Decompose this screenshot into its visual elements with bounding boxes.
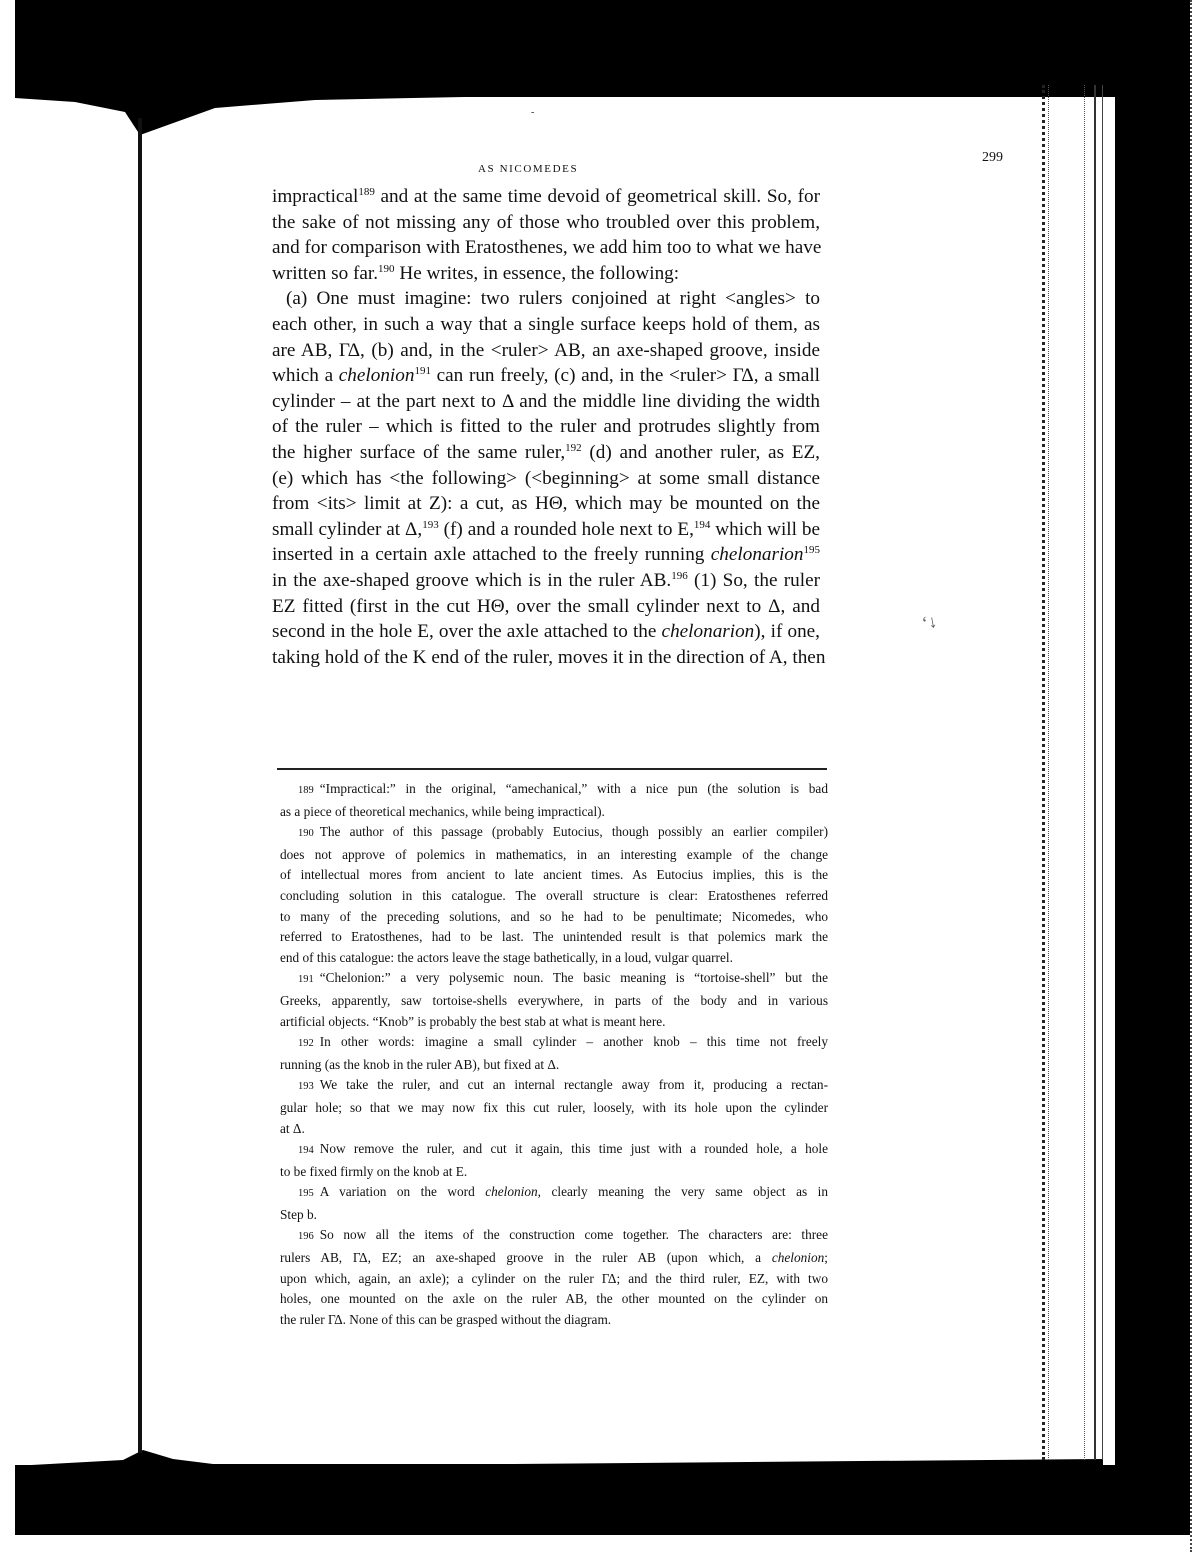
footnote-line	[280, 1225, 828, 1248]
text-line	[272, 491, 820, 517]
footnote-line	[280, 927, 828, 948]
footnote-line	[280, 1098, 828, 1119]
page-curve-top	[15, 80, 1095, 140]
text-line	[272, 414, 820, 440]
scan-border-left	[0, 0, 15, 1552]
text-line	[272, 184, 820, 210]
text-run: “Chelonion:” a very polysemic noun. The basic meaning is “tortoise-shell” but the	[319, 970, 828, 986]
footnote-line	[280, 1162, 828, 1183]
text-run: artificial objects. “Knob” is probably the best stab at what is meant here.	[280, 1013, 666, 1029]
text-line	[272, 286, 820, 312]
footnote-rule	[277, 768, 827, 770]
footnote-reference: 193	[422, 518, 439, 531]
text-run: ;	[824, 1250, 828, 1266]
text-run: In other words: imagine a small cylinder – another knob – this time not freely	[319, 1034, 828, 1050]
scan-edge-strip	[1190, 0, 1200, 1552]
footnote-line	[280, 865, 828, 886]
text-line	[272, 542, 820, 568]
footnote-line	[280, 779, 828, 802]
footnote-line	[280, 1182, 828, 1205]
footnote-line	[280, 1055, 828, 1076]
footnote-line	[280, 1289, 828, 1310]
text-run: (d) and another ruler, as EZ,	[581, 441, 820, 463]
page-curve-bottom	[13, 1445, 1103, 1485]
footnote-number: 195	[298, 1188, 314, 1200]
text-run: referred to Eratosthenes, had to be last. The unintended result is that polemics mark the	[280, 929, 828, 945]
footnote-reference: 190	[378, 262, 395, 275]
footnote-line	[280, 845, 828, 866]
footnote-195	[280, 1182, 828, 1225]
book-gutter	[138, 118, 142, 1453]
text-run: each other, in such a way that a single surface keeps hold of them, as	[272, 313, 820, 335]
text-run: He writes, in essence, the following:	[394, 262, 680, 284]
footnote-line	[280, 1012, 828, 1033]
italic-term: chelonarion	[661, 621, 755, 643]
text-run: and at the same time devoid of geometrical skill. So, for	[374, 186, 820, 207]
text-line	[272, 235, 820, 261]
text-line	[272, 210, 820, 236]
scan-speck: ‐	[531, 107, 535, 118]
footnote-line	[280, 1248, 828, 1269]
text-line	[272, 389, 820, 415]
footnote-reference: 195	[803, 544, 820, 557]
footnote-191	[280, 968, 828, 1032]
text-line	[272, 338, 820, 364]
text-run: at Δ.	[280, 1120, 305, 1136]
footnote-line	[280, 1075, 828, 1098]
text-run: the sake of not missing any of those who troubled over this problem,	[272, 211, 820, 233]
text-run: (1) So, the ruler	[687, 569, 820, 591]
text-run: impractical	[272, 186, 359, 207]
text-line	[272, 594, 820, 620]
footnote-line	[280, 948, 828, 969]
footnote-194	[280, 1139, 828, 1182]
footnote-line	[280, 1139, 828, 1162]
text-run: running (as the knob in the ruler AB), but fixed at Δ.	[280, 1056, 560, 1072]
text-run: We take the ruler, and cut an internal rectangle away from it, producing a rectan-	[319, 1077, 828, 1093]
footnote-line	[280, 1032, 828, 1055]
text-run: EZ fitted (first in the cut HΘ, over the small cylinder next to Δ, and	[272, 595, 820, 617]
footnote-line	[280, 1269, 828, 1290]
main-body-text	[272, 184, 826, 670]
text-run: (f) and a rounded hole next to E,	[438, 518, 694, 540]
footnote-number: 191	[298, 974, 314, 986]
footnote-line	[280, 822, 828, 845]
footnote-number: 196	[298, 1231, 314, 1243]
text-line	[272, 645, 826, 671]
footnote-193	[280, 1075, 828, 1139]
text-run: (a) One must imagine: two rulers conjoined at right <angles> to	[286, 288, 820, 310]
footnote-192	[280, 1032, 828, 1075]
text-run: taking hold of the K end of the ruler, moves it in the direction of A, then	[272, 646, 826, 668]
footnote-reference: 196	[671, 569, 688, 582]
text-run: gular hole; so that we may now fix this cut ruler, loosely, with its hole upon the cylinder	[280, 1099, 828, 1115]
text-line	[272, 619, 820, 645]
text-run: and for comparison with Eratosthenes, we add him too to what we have	[272, 237, 822, 259]
footnotes	[280, 779, 828, 1330]
footnote-number: 189	[298, 785, 314, 796]
footnote-reference: 194	[693, 518, 711, 531]
footnote-reference: 189	[358, 186, 375, 198]
text-line	[272, 440, 820, 466]
text-run: Step b.	[280, 1206, 317, 1222]
footnote-number: 194	[298, 1145, 314, 1157]
text-run: can run freely, (c) and, in the <ruler> ΓΔ, a small	[430, 365, 820, 387]
text-run: which a	[272, 365, 339, 387]
text-run: Greeks, apparently, saw tortoise-shells everywhere, in parts of the body and in various	[280, 992, 828, 1008]
text-run: of intellectual mores from ancient to late ancient times. As Eutocius implies, this is the	[280, 867, 828, 883]
text-run: to many of the preceding solutions, and so he had to be penultimate; Nicomedes, who	[280, 908, 828, 924]
footnote-196	[280, 1225, 828, 1330]
footnote-reference: 192	[565, 441, 582, 454]
text-run: which will be	[710, 518, 820, 540]
footnote-number: 190	[298, 828, 314, 840]
text-run: inserted in a certain axle attached to the freely running	[272, 544, 711, 566]
text-run: end of this catalogue: the actors leave the stage bathetically, in a loud, vulgar quarrel.	[280, 949, 733, 965]
footnote-189	[280, 779, 828, 822]
text-line	[272, 517, 820, 543]
footnote-190	[280, 822, 828, 968]
text-run: “Impractical:” in the original, “amechanical,” with a nice pun (the solution is bad	[319, 781, 828, 796]
scan-border-right	[1115, 97, 1190, 1465]
text-run: to be fixed firmly on the knob at E.	[280, 1163, 468, 1179]
text-run: (e) which has <the following> (<beginning> at some small distance	[272, 467, 820, 489]
footnote-line	[280, 1119, 828, 1140]
italic-term: chelonion	[485, 1184, 538, 1200]
page-edge-stack	[1040, 85, 1120, 1460]
text-run: second in the hole E, over the axle attached to the	[272, 621, 662, 643]
text-run: A variation on the word	[319, 1184, 486, 1200]
footnote-number: 192	[298, 1038, 314, 1050]
text-run: , clearly meaning the very same object as in	[537, 1184, 828, 1200]
text-run: small cylinder at Δ,	[272, 518, 423, 540]
text-run: cylinder – at the part next to Δ and the middle line dividing the width	[272, 390, 820, 412]
footnote-reference: 191	[414, 365, 431, 378]
italic-term: chelonion	[338, 365, 415, 387]
text-run: are AB, ΓΔ, (b) and, in the <ruler> AB, an axe-shaped groove, inside	[272, 339, 820, 361]
margin-pencil-mark: ʻ↓	[920, 610, 939, 634]
footnote-line	[280, 968, 828, 991]
text-run: The author of this passage (probably Eutocius, though possibly an earlier compiler)	[319, 824, 828, 840]
text-run: upon which, again, an axle); a cylinder on the ruler ΓΔ; and the third ruler, EZ, with two	[280, 1270, 828, 1286]
footnote-line	[280, 886, 828, 907]
text-run: of the ruler – which is fitted to the ruler and protrudes slightly from	[272, 416, 820, 438]
text-run: the ruler ΓΔ. None of this can be grasped without the diagram.	[280, 1311, 612, 1327]
italic-term: chelonarion	[710, 544, 804, 566]
text-run: Now remove the ruler, and cut it again, this time just with a rounded hole, a hole	[319, 1141, 828, 1157]
footnote-line	[280, 1310, 828, 1331]
text-run: written so far.	[272, 262, 379, 284]
text-line	[272, 363, 820, 389]
text-run: So now all the items of the construction come together. The characters are: three	[319, 1227, 828, 1243]
text-line	[272, 312, 820, 338]
text-run: the higher surface of the same ruler,	[272, 441, 566, 463]
running-head: AS NICOMEDES	[478, 163, 579, 175]
text-run: in the axe-shaped groove which is in the ruler AB.	[272, 569, 672, 591]
text-run: from <its> limit at Z): a cut, as HΘ, which may be mounted on the	[272, 493, 820, 515]
text-run: as a piece of theoretical mechanics, while being impractical).	[280, 803, 605, 819]
footnote-line	[280, 907, 828, 928]
page-number: 299	[982, 150, 1003, 165]
text-run: holes, one mounted on the axle on the ruler AB, the other mounted on the cylinder on	[280, 1291, 828, 1307]
text-run: rulers AB, ΓΔ, EZ; an axe-shaped groove in the ruler AB (upon which, a	[280, 1250, 772, 1266]
italic-term: chelonion	[771, 1250, 825, 1266]
text-line	[272, 466, 820, 492]
text-run: ), if one,	[754, 621, 820, 643]
text-run: does not approve of polemics in mathematics, in an interesting example of the change	[280, 846, 828, 862]
text-line	[272, 568, 820, 594]
text-run: concluding solution in this catalogue. The overall structure is clear: Eratosthenes referred	[280, 887, 828, 903]
footnote-line	[280, 1205, 828, 1226]
text-line	[272, 261, 820, 287]
footnote-number: 193	[298, 1081, 314, 1093]
footnote-line	[280, 991, 828, 1012]
footnote-line	[280, 802, 828, 823]
